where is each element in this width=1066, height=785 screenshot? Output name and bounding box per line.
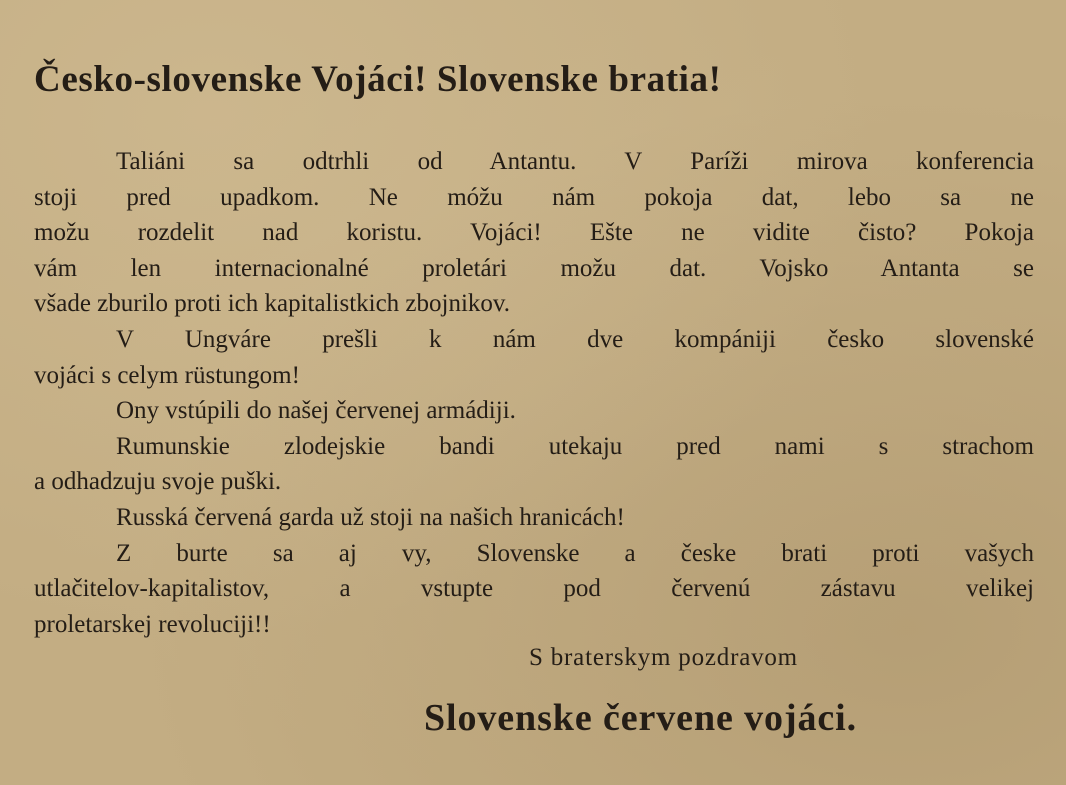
text-line: vojáci s celym rüstungom! [34, 361, 300, 389]
signature: Slovenske červene vojáci. [424, 697, 858, 739]
closing-greeting: S braterskym pozdravom [529, 644, 798, 671]
leaflet-title: Česko-slovenske Vojáci! Slovenske bratia! [34, 59, 722, 100]
text-line: utlačitelov-kapitalistov, a vstupte pod červenú zástavu velikej [34, 575, 1034, 603]
text-line: Z burte sa aj vy, Slovenske a česke brati proti vašych [116, 539, 1034, 567]
text-line: a odhadzuju svoje puški. [34, 468, 282, 496]
text-line: stoji pred upadkom. Ne móžu nám pokoja dat, lebo sa ne [34, 183, 1034, 211]
text-line: všade zburilo proti ich kapitalistkich zbojnikov. [34, 290, 511, 318]
text-line: Taliáni sa odtrhli od Antantu. V Paríži mirova konferencia [116, 148, 1034, 175]
text-line: Ony vstúpili do našej červenej armádiji. [116, 397, 516, 425]
text-line: proletarskej revoluciji!! [34, 610, 271, 638]
text-line: Russká červená garda už stoji na našich hranicách! [116, 503, 625, 531]
text-line: vám len internacionalné proletári možu dat. Vojsko Antanta se [34, 254, 1034, 282]
text-line: V Ungváre prešli k nám dve kompániji česko slovenské [116, 325, 1034, 353]
text-line: Rumunskie zlodejskie bandi utekaju pred nami s strachom [116, 432, 1034, 460]
text-line: možu rozdelit nad koristu. Vojáci! Ešte ne vidite čisto? Pokoja [34, 219, 1034, 247]
leaflet-body [34, 144, 1034, 642]
